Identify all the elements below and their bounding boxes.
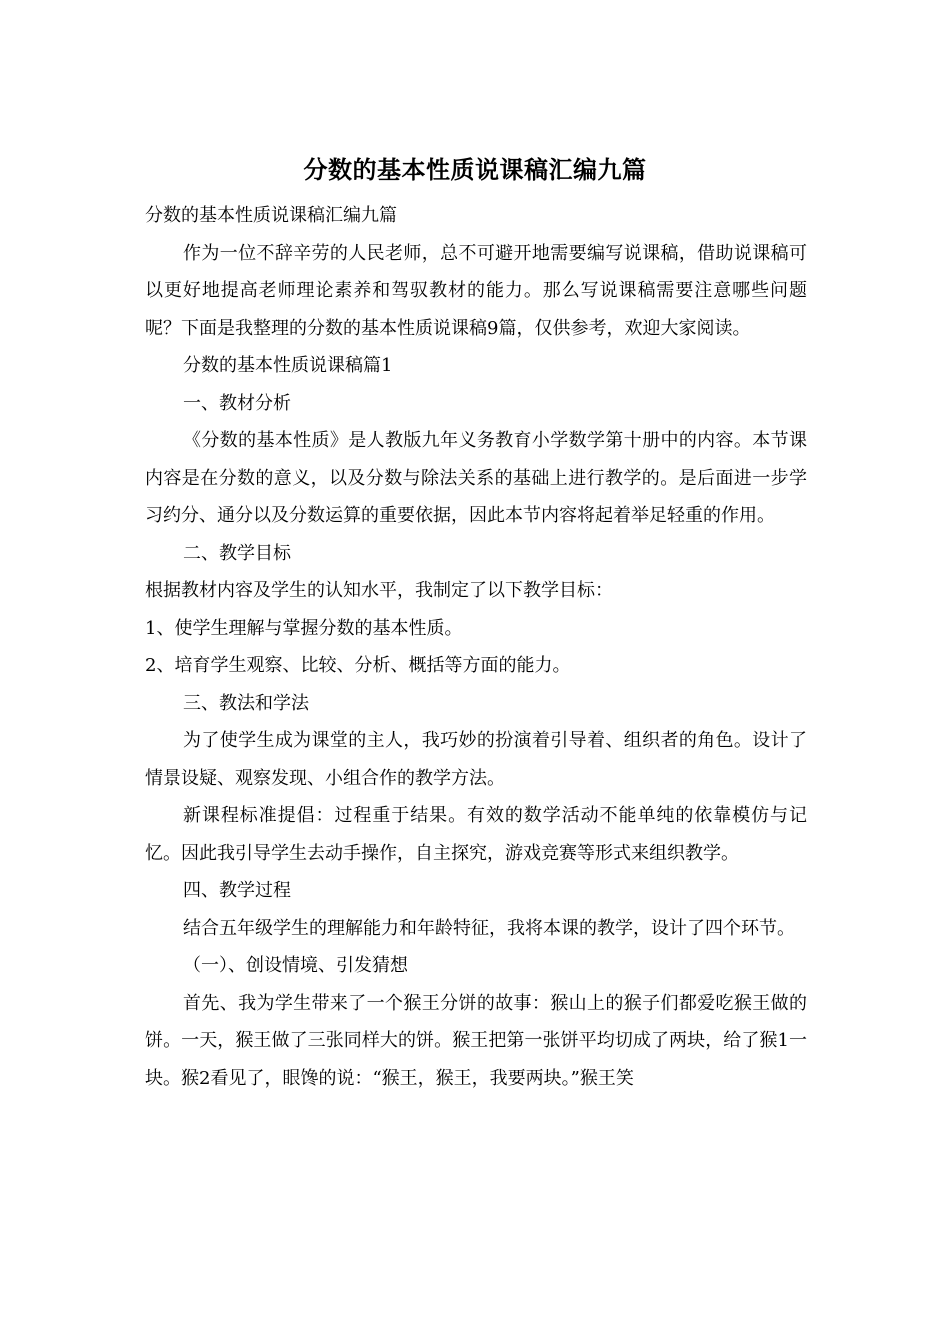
list-item: 1、使学生理解与掌握分数的基本性质。 <box>145 617 463 639</box>
section-heading: 二、教学目标 <box>183 542 291 564</box>
body-paragraph: 首先、我为学生带来了一个猴王分饼的故事：猴山上的猴子们都爱吃猴王做的饼。一天，猴王做了三张同样大的饼。猴王把第一张饼平均切成了两块，给了猴1一块。猴2看见了，眼馋的说：“猴王，猴王，我要两块。”猴王笑 <box>145 992 807 1089</box>
body-paragraph: 《分数的基本性质》是人教版九年义务教育小学数学第十册中的内容。本节课内容是在分数的意义，以及分数与除法关系的基础上进行教学的。是后面进一步学习约分、通分以及分数运算的重要依据，因此本节内容将起着举足轻重的作用。 <box>145 430 807 526</box>
subtitle-paragraph: 分数的基本性质说课稿汇编九篇 <box>145 205 397 226</box>
section-heading: 一、教材分析 <box>183 392 291 414</box>
section-heading: 四、教学过程 <box>183 880 291 901</box>
body-paragraph: 结合五年级学生的理解能力和年龄特征，我将本课的教学，设计了四个环节。 <box>183 917 795 939</box>
document-body <box>145 197 807 1097</box>
body-paragraph: 根据教材内容及学生的认知水平，我制定了以下教学目标： <box>145 580 613 601</box>
body-paragraph: 新课程标准提倡：过程重于结果。有效的数学活动不能单纯的依靠模仿与记忆。因此我引导学生去动手操作，自主探究，游戏竞赛等形式来组织教学。 <box>145 805 807 864</box>
intro-paragraph: 作为一位不辞辛劳的人民老师，总不可避开地需要编写说课稿，借助说课稿可以更好地提高老师理论素养和驾驭教材的能力。那么写说课稿需要注意哪些问题呢？下面是我整理的分数的基本性质说课稿9篇，仅供参考，欢迎大家阅读。 <box>145 242 807 339</box>
section-heading: 三、教法和学法 <box>183 692 309 714</box>
body-paragraph: 为了使学生成为课堂的主人，我巧妙的扮演着引导着、组织者的角色。设计了情景设疑、观察发现、小组合作的教学方法。 <box>145 730 807 789</box>
section-heading: 分数的基本性质说课稿篇1 <box>183 355 393 376</box>
list-item: 2、培育学生观察、比较、分析、概括等方面的能力。 <box>145 655 571 676</box>
document-title: 分数的基本性质说课稿汇编九篇 <box>303 155 647 184</box>
subsection-heading: （一）、创设情境、引发猜想 <box>183 955 408 976</box>
